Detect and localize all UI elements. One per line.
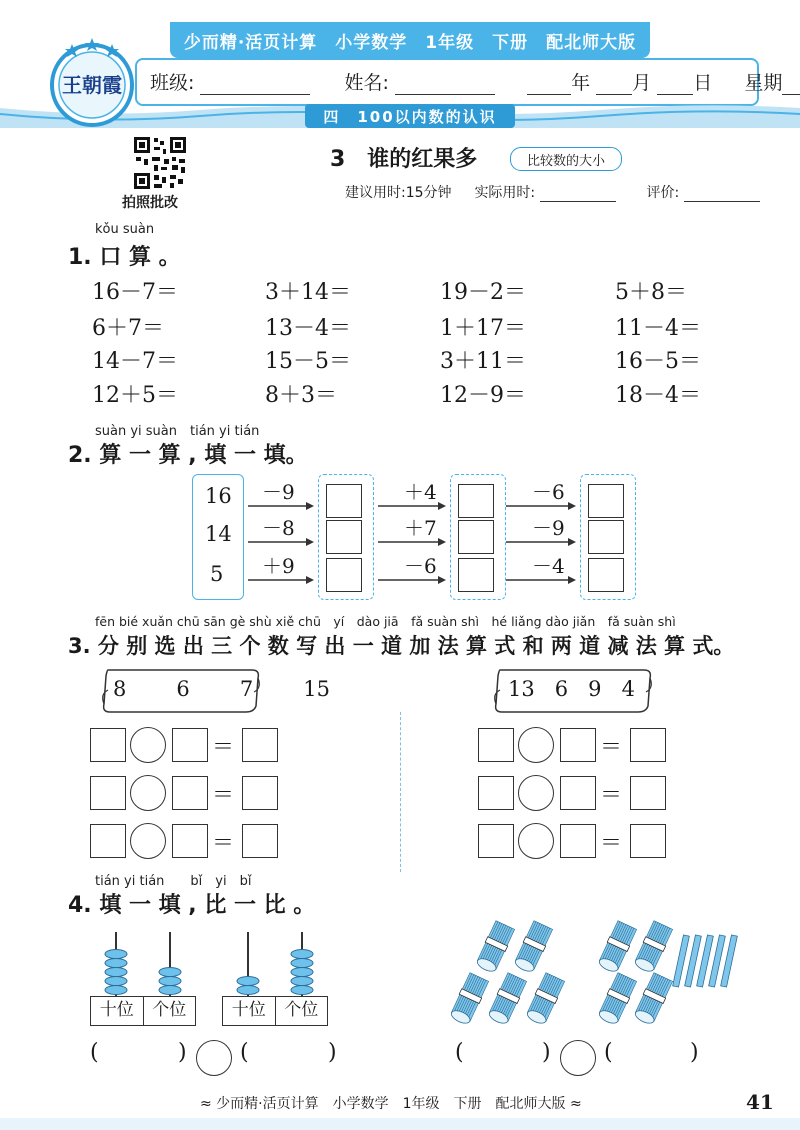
abacus-bead [159,968,181,977]
stick-bundle [449,972,490,1026]
number-set-right [508,677,635,701]
arrow-head [568,538,576,546]
page-number: 41 [746,1090,774,1114]
answer-paren-open: ( [455,1040,464,1065]
stick-bundle [597,972,638,1026]
result-box[interactable] [242,824,278,858]
number-box[interactable] [478,824,514,858]
operation-label: －8 [262,516,295,540]
answer-paren-close: ) [542,1040,551,1065]
arrow-head [306,538,314,546]
set-number: 9 [588,677,602,701]
abacus-bead [291,950,313,959]
answer-paren-close: ) [178,1040,187,1065]
month-label: 月 [632,72,652,94]
answer-box[interactable] [326,558,362,592]
abacus-bead [105,968,127,977]
arrow-head [568,576,576,584]
stick-bundle [633,920,674,974]
abacus-illustrations [88,930,338,996]
mental-math-problem: 18－4＝ [615,383,701,408]
stick-bundle [633,972,674,1026]
section3-title: 3. 分 别 选 出 三 个 数 写 出 一 道 加 法 算 式 和 两 道 减 法 算 式。 [68,634,735,658]
start-number: 5 [210,562,224,586]
footer-text: ≈ 少而精·活页计算 小学数学 1年级 下册 配北师大版 ≈ [200,1096,582,1112]
mental-math-problem: 3＋14＝ [265,280,351,305]
year-field[interactable] [527,74,571,95]
weekday-field[interactable] [782,74,800,95]
set-number: 4 [621,677,635,701]
mental-math-problem: 11－4＝ [615,316,701,341]
arrow-head [306,502,314,510]
operator-circle[interactable] [130,823,166,859]
section3-pinyin: fēn bié xuǎn chū sān gè shù xiě chū yí dào jiā fǎ suàn shì hé liǎng dào jiǎn fǎ suàn shì [95,614,676,629]
equals-sign: ＝ [212,735,235,760]
number-box[interactable] [172,776,208,810]
answer-blank-right[interactable] [254,1046,326,1072]
chain-arrows [0,470,800,610]
number-box[interactable] [478,728,514,762]
arrow-head [438,502,446,510]
operation-label: －6 [532,480,565,504]
mental-math-problem: 12－9＝ [440,383,526,408]
equals-sign: ＝ [212,783,235,808]
operation-label: －6 [404,554,437,578]
mental-math-problem: 14－7＝ [92,349,178,374]
answer-paren-open: ( [604,1040,613,1065]
set-number: 6 [176,677,190,701]
number-box[interactable] [560,824,596,858]
answer-paren-open: ( [90,1040,99,1065]
actual-time-field[interactable] [540,187,616,202]
section4-pinyin: tián yi tián bǐ yi bǐ [95,874,252,889]
number-box[interactable] [172,824,208,858]
arrow-head [306,576,314,584]
operation-label: －4 [532,554,565,578]
abacus-bead [159,977,181,986]
number-box[interactable] [560,728,596,762]
place-value-table-left [90,996,196,1026]
qr-code-icon[interactable] [132,135,188,191]
answer-blank-right[interactable] [618,1046,688,1072]
name-field[interactable] [395,74,495,95]
result-box[interactable] [630,728,666,762]
number-box[interactable] [172,728,208,762]
abacus-bead [237,977,259,986]
suggested-time: 建议用时:15分钟 [345,185,452,201]
set-number: 7 [239,677,254,701]
mental-math-problem: 3＋11＝ [440,349,526,374]
abacus-bead [105,959,127,968]
place-value-table-right [222,996,328,1026]
actual-time-label: 实际用时: [474,185,536,201]
answer-blank-left[interactable] [104,1046,176,1072]
answer-box[interactable] [458,558,494,592]
result-box[interactable] [242,728,278,762]
stick-bundle [487,972,528,1026]
stick-bundle [513,920,554,974]
year-label: 年 [571,72,591,94]
abacus-bead [105,977,127,986]
logo-text: 王朝霞 [62,73,122,97]
operator-circle[interactable] [518,727,554,763]
abacus-bead [291,977,313,986]
answer-blank-left[interactable] [470,1046,540,1072]
arrow-head [568,502,576,510]
result-box[interactable] [630,776,666,810]
operation-label: －9 [532,516,565,540]
start-number: 16 [205,484,232,508]
number-box[interactable] [560,776,596,810]
equals-sign: ＝ [600,831,623,856]
operation-label: ＋4 [404,480,437,504]
abacus-bead [291,986,313,995]
answer-box[interactable] [588,558,624,592]
operation-label: ＋7 [404,516,437,540]
mental-math-problem: 1＋17＝ [440,316,526,341]
abacus-bead [159,986,181,995]
class-field[interactable] [200,74,310,95]
rating-field[interactable] [684,187,760,202]
publisher-logo [42,30,142,130]
set-number: 15 [303,677,330,701]
answer-box[interactable] [588,484,624,518]
number-box[interactable] [90,824,126,858]
start-number: 14 [205,522,232,546]
mental-math-problem: 19－2＝ [440,280,526,305]
answer-box[interactable] [326,484,362,518]
weekday-label: 星期 [744,72,783,94]
number-box[interactable] [90,776,126,810]
set-number: 8 [113,677,127,701]
answer-paren-close: ) [690,1040,699,1065]
section2-title: 2. 算 一 算 , 填 一 填。 [68,443,308,468]
lesson-tag: 比较数的大小 [510,147,622,171]
name-label: 姓名: [344,72,389,94]
day-label: 日 [693,72,713,94]
section4-title: 4. 填 一 填 , 比 一 比 。 [68,893,316,918]
set-number: 13 [508,677,535,701]
compare-circle-left[interactable] [196,1040,232,1076]
mental-math-problem: 13－4＝ [265,316,351,341]
unit-banner: 四 100以内数的认识 [305,104,515,128]
tens-label: 十位 [91,997,144,1025]
equals-sign: ＝ [600,783,623,808]
operator-circle[interactable] [130,775,166,811]
ones-label: 个位 [284,1000,319,1020]
ones-label: 个位 [152,1000,187,1020]
equals-sign: ＝ [600,735,623,760]
stick-bundle [525,972,566,1026]
equals-sign: ＝ [212,831,235,856]
compare-circle-right[interactable] [560,1040,596,1076]
set-number: 6 [554,677,569,701]
answer-box[interactable] [458,484,494,518]
answer-paren-close: ) [328,1040,337,1065]
abacus-bead [291,968,313,977]
abacus-bead [291,959,313,968]
tens-label: 十位 [223,997,276,1025]
mental-math-problem: 5＋8＝ [615,280,687,305]
lesson-title: 3 谁的红果多 [330,147,478,172]
abacus-bead [105,986,127,995]
day-field[interactable] [657,74,693,95]
series-banner: 少而精·活页计算 小学数学 1年级 下册 配北师大版 [170,22,650,58]
number-box[interactable] [478,776,514,810]
month-field[interactable] [596,74,632,95]
number-set-left [113,677,330,701]
answer-box[interactable] [326,520,362,554]
operator-circle[interactable] [130,727,166,763]
arrow-head [438,576,446,584]
operation-label: －9 [262,480,295,504]
abacus-bead [105,950,127,959]
student-info-row [150,68,800,95]
footer-strip [0,1118,800,1130]
section1-pinyin: kǒu suàn [95,222,155,237]
rating-label: 评价: [646,185,680,201]
mental-math-problem: 16－7＝ [92,280,178,305]
stick-bundle [475,920,516,974]
operator-circle[interactable] [518,823,554,859]
answer-box[interactable] [588,520,624,554]
operator-circle[interactable] [518,775,554,811]
answer-box[interactable] [458,520,494,554]
answer-paren-open: ( [240,1040,249,1065]
result-box[interactable] [630,824,666,858]
mental-math-problem: 15－5＝ [265,349,351,374]
abacus-bead [237,986,259,995]
mental-math-problem: 8＋3＝ [265,383,337,408]
stick-bundle-illustrations [440,915,750,1035]
section3-divider [400,712,401,872]
class-label: 班级: [150,72,195,94]
qr-label: 拍照批改 [122,195,178,211]
section2-pinyin: suàn yi suàn tián yi tián [95,424,260,439]
mental-math-problem: 16－5＝ [615,349,701,374]
section1-title: 1. 口 算 。 [68,245,181,270]
operation-label: ＋9 [262,554,295,578]
timing-row [345,182,760,202]
mental-math-problem: 6＋7＝ [92,316,164,341]
mental-math-problem: 12＋5＝ [92,383,178,408]
number-box[interactable] [90,728,126,762]
stick-bundle [597,920,638,974]
arrow-head [438,538,446,546]
result-box[interactable] [242,776,278,810]
